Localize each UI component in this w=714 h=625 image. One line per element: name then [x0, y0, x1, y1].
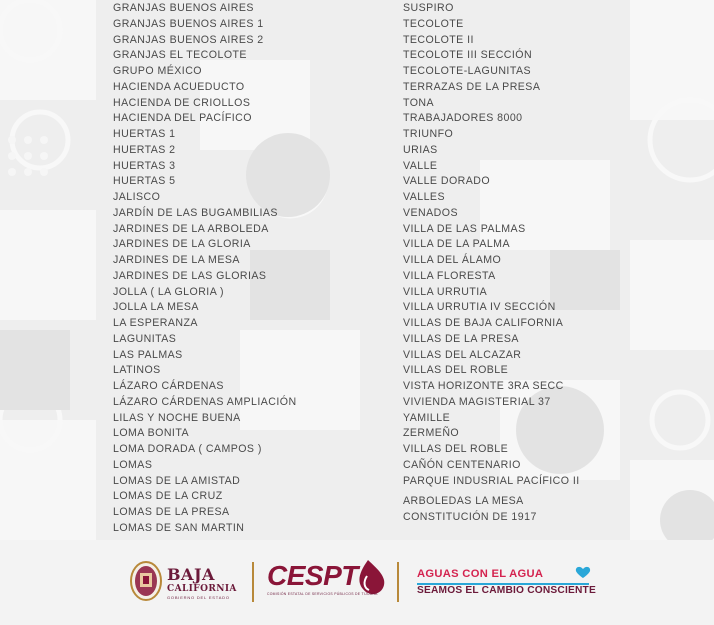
- list-item: VILLA DE LAS PALMAS: [403, 222, 526, 235]
- list-item: JARDINES DE LA ARBOLEDA: [113, 222, 269, 235]
- list-item: VILLA DEL ÁLAMO: [403, 254, 502, 266]
- cespt-logo-text: CESPT: [267, 560, 358, 591]
- list-item: GRUPO MÉXICO: [113, 65, 202, 77]
- list-item: LOMAS DE LA CRUZ: [113, 490, 223, 503]
- list-item: TRIUNFO: [403, 128, 454, 140]
- list-item: ARBOLEDAS LA MESA: [403, 495, 524, 508]
- list-item: TECOLOTE II: [403, 33, 474, 46]
- state-seal-icon: [131, 562, 161, 600]
- list-item: LÁZARO CÁRDENAS AMPLIACIÓN: [113, 395, 297, 408]
- list-item: GRANJAS EL TECOLOTE: [113, 49, 247, 62]
- list-item: LOMA BONITA: [113, 427, 189, 440]
- list-item: LAGUNITAS: [113, 332, 177, 345]
- list-item: TRABAJADORES 8000: [403, 112, 523, 125]
- list-item: VALLE DORADO: [403, 175, 491, 188]
- list-item: URIAS: [403, 143, 438, 156]
- list-item: JARDINES DE LAS GLORIAS: [113, 269, 267, 282]
- list-item: TECOLOTE III SECCIÓN: [403, 49, 533, 62]
- neighborhood-list-left: [113, 1, 297, 537]
- cespt-subtitle: COMISIÓN ESTATAL DE SERVICIOS PÚBLICOS DE TIJUANA: [267, 592, 378, 596]
- list-item: JARDÍN DE LAS BUGAMBILIAS: [113, 206, 278, 219]
- list-item: CAÑÓN CENTENARIO: [403, 458, 521, 471]
- list-item: JARDINES DE LA GLORIA: [113, 238, 251, 251]
- campaign-title: AGUAS CON EL AGUA: [417, 568, 544, 580]
- list-item: HUERTAS 2: [113, 143, 176, 156]
- list-item: GRANJAS BUENOS AIRES 2: [113, 33, 264, 46]
- list-item: VILLAS DEL ROBLE: [403, 443, 509, 455]
- cespt-drop-icon: [359, 560, 384, 594]
- list-item: HUERTAS 1: [113, 128, 176, 140]
- list-item: JALISCO: [113, 191, 161, 203]
- list-item: HACIENDA DEL PACÍFICO: [113, 112, 252, 125]
- list-item: VILLA DE LA PALMA: [403, 238, 510, 251]
- list-item: LOMA DORADA ( CAMPOS ): [113, 443, 262, 455]
- heart-icon: [576, 567, 590, 578]
- list-item: LOMAS: [113, 458, 153, 471]
- list-item: VALLES: [403, 191, 445, 203]
- list-item: VILLAS DE BAJA CALIFORNIA: [403, 317, 564, 329]
- list-item: GRANJAS BUENOS AIRES 1: [113, 17, 264, 30]
- list-item: TONA: [403, 96, 435, 109]
- list-item: JOLLA ( LA GLORIA ): [113, 285, 224, 298]
- list-item: VILLAS DEL ROBLE: [403, 364, 509, 377]
- list-item: LATINOS: [113, 364, 161, 377]
- baja-california-logo: [167, 567, 237, 601]
- california-label: CALIFORNIA: [167, 584, 237, 594]
- list-item: TECOLOTE: [403, 17, 464, 30]
- list-item: GRANJAS BUENOS AIRES: [113, 2, 254, 14]
- list-item: YAMILLE: [403, 411, 451, 424]
- list-item: LAS PALMAS: [113, 348, 183, 361]
- list-item: HUERTAS 5: [113, 175, 176, 188]
- gobierno-label: GOBIERNO DEL ESTADO: [167, 595, 230, 600]
- list-item: CONSTITUCIÓN DE 1917: [403, 511, 537, 523]
- list-item: LA ESPERANZA: [113, 317, 198, 329]
- list-item: JOLLA LA MESA: [113, 301, 199, 314]
- list-item: VENADOS: [403, 206, 458, 219]
- list-item: VALLE: [403, 159, 438, 172]
- list-item: LOMAS DE LA AMISTAD: [113, 474, 241, 487]
- list-item: TERRAZAS DE LA PRESA: [403, 80, 541, 93]
- list-item: HACIENDA ACUEDUCTO: [113, 80, 245, 93]
- list-item: VILLAS DEL ALCAZAR: [403, 348, 522, 361]
- list-item: LÁZARO CÁRDENAS: [113, 380, 224, 392]
- baja-label: BAJA: [167, 565, 215, 584]
- list-item: VILLAS DE LA PRESA: [403, 332, 519, 345]
- list-item: HACIENDA DE CRIOLLOS: [113, 96, 251, 109]
- list-item: VILLA URRUTIA IV SECCIÓN: [403, 301, 556, 314]
- list-item: LOMAS DE SAN MARTIN: [113, 521, 245, 534]
- list-item: VILLA URRUTIA: [403, 285, 488, 298]
- list-item: VILLA FLORESTA: [403, 269, 496, 282]
- campaign-slogan: SEAMOS EL CAMBIO CONSCIENTE: [417, 585, 596, 596]
- list-item: ZERMEÑO: [403, 427, 460, 440]
- list-item: VIVIENDA MAGISTERIAL 37: [403, 395, 551, 408]
- list-item: HUERTAS 3: [113, 159, 176, 172]
- list-item: PARQUE INDUSRIAL PACÍFICO II: [403, 474, 580, 487]
- list-item: JARDINES DE LA MESA: [113, 254, 240, 266]
- list-item: TECOLOTE-LAGUNITAS: [403, 65, 531, 77]
- list-item: LILAS Y NOCHE BUENA: [113, 411, 241, 424]
- list-item: SUSPIRO: [403, 2, 454, 14]
- list-item: LOMAS DE LA PRESA: [113, 506, 230, 518]
- list-item: VISTA HORIZONTE 3RA SECC: [403, 380, 564, 392]
- neighborhood-list-right: [403, 1, 580, 526]
